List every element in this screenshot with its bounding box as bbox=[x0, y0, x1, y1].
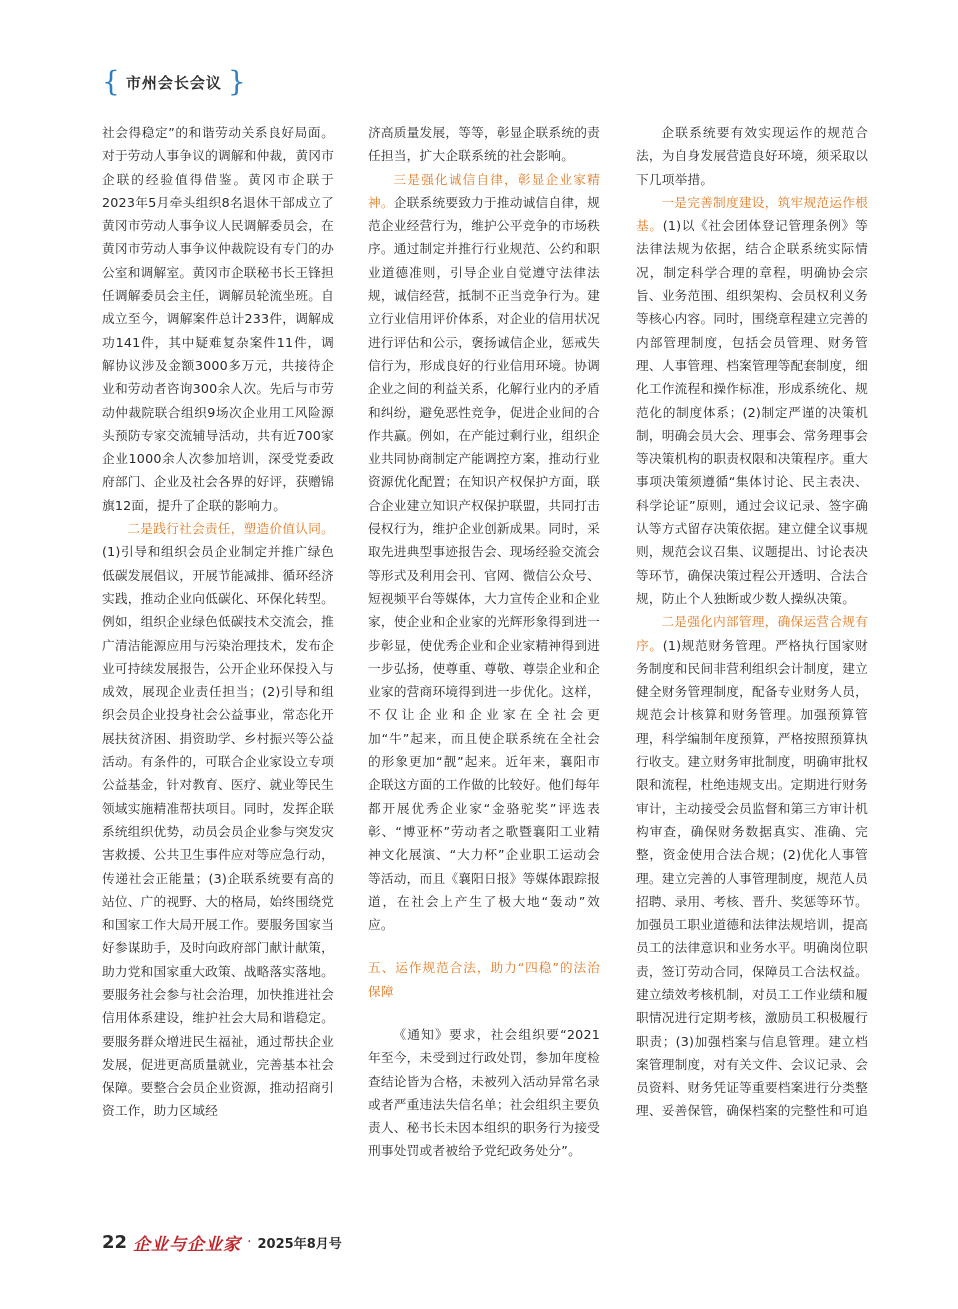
paragraph-heading: 二是践行社会责任，塑造价值认同。 bbox=[127, 521, 334, 537]
paragraph-heading: 一是完善制度建设，筑牢规范运作根基。 bbox=[636, 194, 868, 234]
footer-separator: · bbox=[247, 1234, 252, 1250]
text-column-3 bbox=[636, 121, 868, 1123]
paragraph: 社会得稳定”的和谐劳动关系良好局面。对于劳动人事争议的调解和仲裁，黄冈市企联的经验值得借鉴。黄冈市企联于2023年5月牵头组织8名退休干部成立了黄冈市劳动人事争议人民调解委员会，在黄冈市劳动人事争议仲裁院设有专门的办公室和调解室。黄冈市企联秘书长王锋担任调解委员会主任，调解员轮流坐班。自成立至今，调解案件总计233件，调解成功141件，其中疑难复杂案件11件，调解协议涉及金额3000多万元，共接待企业和劳动者咨询300余人次。先后与市劳动仲裁院联合组织9场次企业用工风险源头预防专家交流辅导活动，共有近700家企业1000余人次参加培训，深受党委政府部门、企业及社会各界的好评，获赠锦旗12面，提升了企联的影响力。 bbox=[102, 125, 334, 513]
left-brace-icon: { bbox=[102, 65, 120, 98]
text-column-1 bbox=[102, 121, 334, 1123]
page-footer bbox=[102, 1230, 342, 1254]
section-heading: 五、运作规范合法，助力“四稳”的法治保障 bbox=[368, 960, 600, 999]
paragraph-heading: 三是强化诚信自律，彰显企业家精神。 bbox=[368, 171, 600, 210]
paragraph bbox=[368, 168, 600, 937]
page-number: 22 bbox=[102, 1231, 128, 1253]
issue-date: 2025年8月号 bbox=[257, 1236, 342, 1252]
paragraph: 企联系统要有效实现运作的规范合法，为自身发展营造良好环境，须采取以下几项举措。 bbox=[636, 125, 868, 187]
paragraph-heading: 二是强化内部管理，确保运营合规有序。 bbox=[636, 614, 868, 653]
right-brace-icon: } bbox=[227, 65, 246, 98]
section-header bbox=[102, 66, 246, 98]
paragraph-body: (1)引导和组织会员企业制定并推广绿色低碳发展倡议，开展节能减排、循环经济实践，推动企业向低碳化、环保化转型。例如，组织企业绿色低碳技术交流会，推广清洁能源应用与污染治理技术，发布企业可持续发展报告，公开企业环保投入与成效，展现企业责任担当；(2)引导和组织会员企业投身社会公益事业，常态化开展扶贫济困、捐资助学、乡村振兴等公益活动。有条件的，可联合企业家设立专项公益基金，针对教育、医疗、就业等民生领域实施精准帮扶项目。同时，发挥企联系统组织优势，动员会员企业参与突发灾害救援、公共卫生事件应对等应急行动，传递社会正能量；(3)企联系统要有高的站位、广的视野、大的格局，始终围绕党和国家工作大局开展工作。要服务国家当好参谋助手，及时向政府部门献计献策，助力党和国家重大政策、战略落实落地。要服务社会参与社会治理，加快推进社会信用体系建设，维护社会大局和谐稳定。要服务群众增进民生福祉，通过帮扶企业发展，促进更高质量就业，完善基本社会保障。要整合会员企业资源，推动招商引资工作，助力区域经 bbox=[102, 544, 334, 1119]
paragraph bbox=[636, 191, 868, 610]
magazine-logo: 企业与企业家 bbox=[133, 1234, 242, 1255]
paragraph bbox=[636, 610, 868, 1123]
paragraph-body: (1)以《社会团体登记管理条例》等法律法规为依据，结合企联系统实际情况，制定科学合理的章程，明确协会宗旨、业务范围、组织架构、会员权利义务等核心内容。同时，围绕章程建立完善的内部管理制度，包括会员管理、财务管理、人事管理、档案管理等配套制度，细化工作流程和操作标准，形成系统化、规范化的制度体系；(2)制定严谨的决策机制，明确会员大会、理事会、常务理事会等决策机构的职责权限和决策程序。重大事项决策须遵循“集体讨论、民主表决、科学论证”原则，通过会议记录、签字确认等方式留存决策依据。建立健全议事规则，规范会议召集、议题提出、讨论表决等环节，确保决策过程公开透明、合法合规，防止个人独断或少数人操纵决策。 bbox=[636, 218, 868, 606]
paragraph: 《通知》要求，社会组织要“2021年至今，未受到过行政处罚，参加年度检查结论皆为合格，未被列入活动异常名录或者严重违法失信名单；社会组织主要负责人、秘书长未因本组织的职务行为接受刑事处罚或者被给予党纪政务处分”。 bbox=[368, 1026, 600, 1159]
paragraph bbox=[102, 517, 334, 1123]
paragraph-body: (1)规范财务管理。严格执行国家财务制度和民间非营利组织会计制度，建立健全财务管理制度，配备专业财务人员，规范会计核算和财务管理。加强预算管理，科学编制年度预算，严格按照预算执行收支。建立财务审批制度，明确审批权限和流程，杜绝违规支出。定期进行财务审计，主动接受会员监督和第三方审计机构审查，确保财务数据真实、准确、完整，资金使用合法合规；(2)优化人事管理。建立完善的人事管理制度，规范人员招聘、录用、考核、晋升、奖惩等环节。加强员工职业道德和法律法规培训，提高员工的法律意识和业务水平。明确岗位职责，签订劳动合同，保障员工合法权益。建立绩效考核机制，对员工工作业绩和履职情况进行定期考核，激励员工积极履行职责；(3)加强档案与信息管理。建立档案管理制度，对有关文件、会议记录、会员资料、财务凭证等重要档案进行分类整理、妥善保管，确保档案的完整性和可追 bbox=[636, 637, 868, 1119]
text-column-2 bbox=[368, 121, 600, 1163]
section-title: 市州会长会议 bbox=[125, 73, 222, 92]
paragraph-body: 企联系统要致力于推动诚信自律，规范企业经营行为，维护公平竞争的市场秩序。通过制定并推行行业规范、公约和职业道德准则，引导企业自觉遵守法律法规，诚信经营，抵制不正当竞争行为。建立行业信用评价体系，对企业的信用状况进行评估和公示，褒扬诚信企业，惩戒失信行为，形成良好的行业信用环境。协调企业之间的利益关系，化解行业内的矛盾和纠纷，避免恶性竞争，促进企业间的合作共赢。例如，在产能过剩行业，组织企业共同协商制定产能调控方案，推动行业资源优化配置；在知识产权保护方面，联合企业建立知识产权保护联盟，共同打击侵权行为，维护企业创新成果。同时，采取先进典型事迹报告会、现场经验交流会等形式及利用会刊、官网、微信公众号、短视频平台等媒体，大力宣传企业和企业家，使企业和企业家的光辉形象得到进一步彰显，使优秀企业和企业家精神得到进一步弘扬，使尊重、尊敬、尊崇企业和企业家的营商环境得到进一步优化。这样，不仅让企业和企业家在全社会更加“牛”起来，而且使企联系统在全社会的形象更加“靓”起来。近年来，襄阳市企联这方面的工作做的比较好。他们每年都开展优秀企业家“金骆驼奖”评选表彰、“博亚杯”劳动者之歌暨襄阳工业精神文化展演、“大力杯”企业职工运动会等活动，而且《襄阳日报》等媒体跟踪报道，在社会上产生了极大地“轰动”效应。 bbox=[368, 194, 600, 933]
paragraph: 济高质量发展，等等，彰显企联系统的责任担当，扩大企联系统的社会影响。 bbox=[368, 125, 600, 164]
